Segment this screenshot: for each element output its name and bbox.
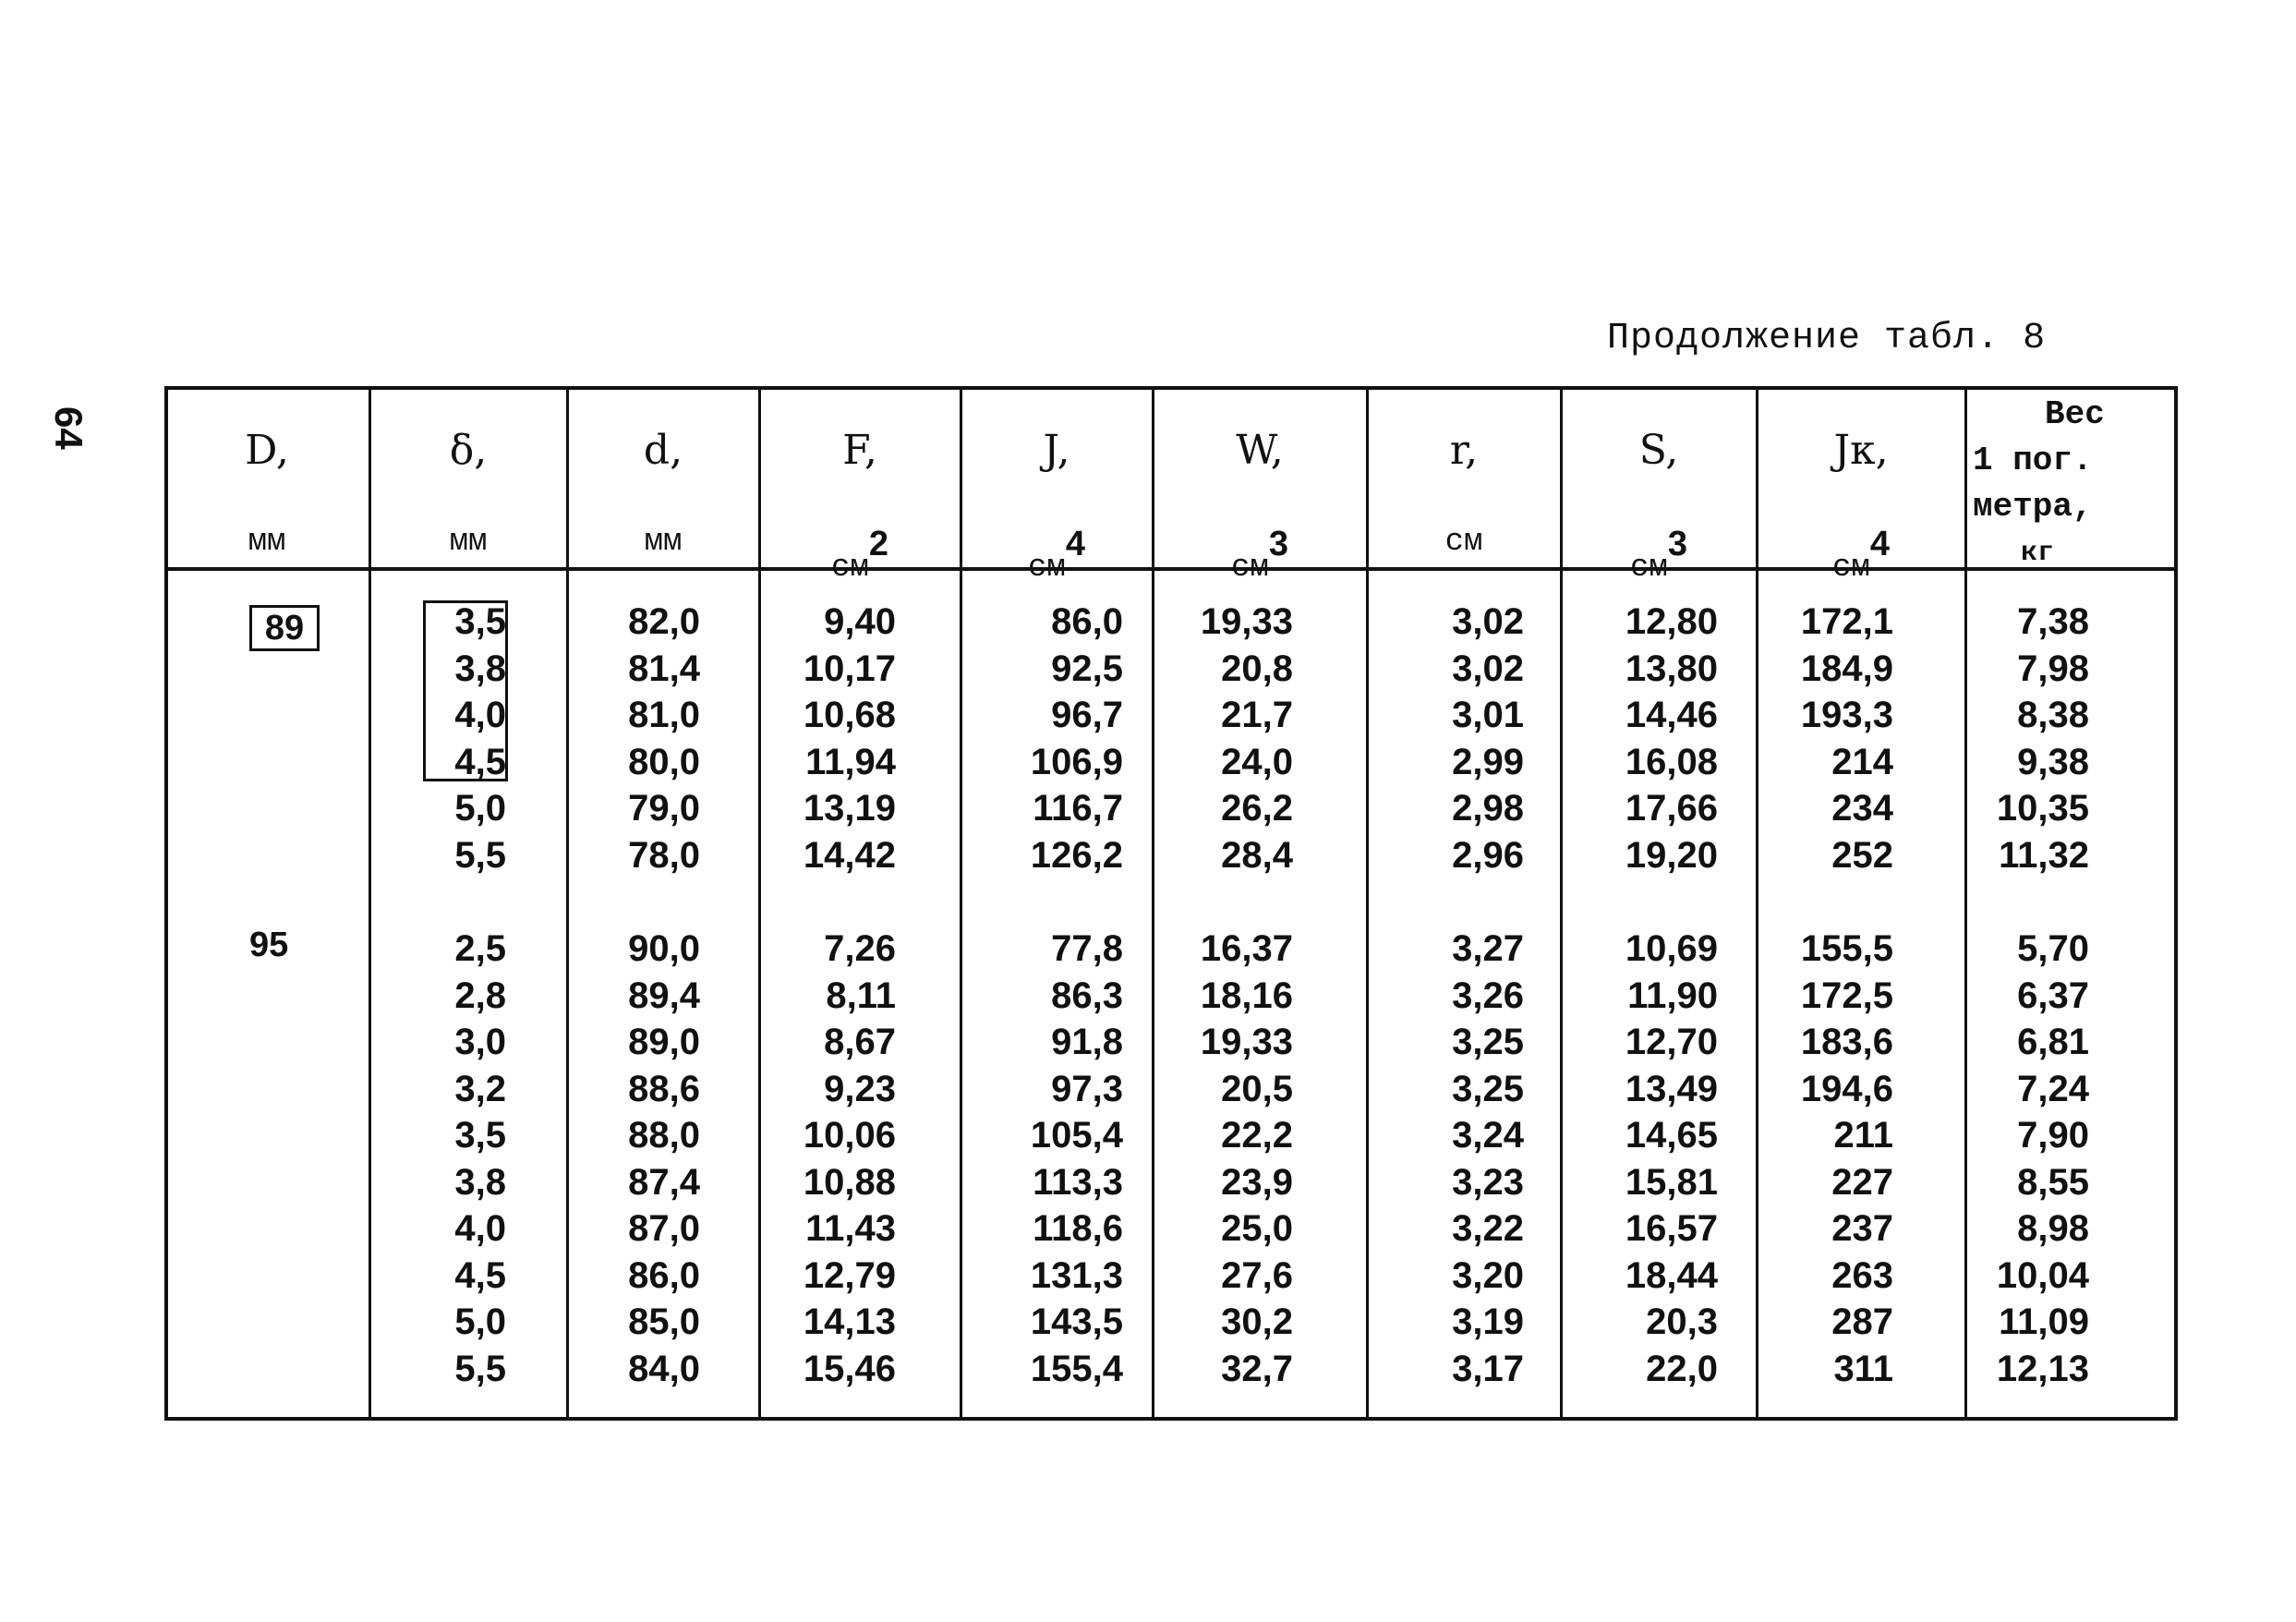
table-cell: 172,1 [1800,601,1893,642]
table-cell: 16,57 [1625,1208,1718,1249]
table-cell: 2,98 [1452,788,1524,829]
table-cell: 3,25 [1452,1022,1524,1062]
table-cell: 24,0 [1221,741,1293,782]
table-cell: 14,42 [803,834,896,876]
group-gap [1339,878,1524,926]
data-column [711,599,896,1392]
page-number: 64 [47,406,91,450]
table-cell: 5,5 [454,1348,506,1389]
diameter-89-boxed: 89 [249,605,320,651]
table-cell: 6,81 [2017,1022,2089,1062]
header-unit-exponent: 2 [868,525,888,563]
table-cell: 3,02 [1452,648,1524,689]
table-cell: 234 [1831,788,1893,829]
table-cell: 8,98 [2017,1208,2089,1249]
table-cell: 10,06 [803,1115,896,1156]
table-cell: 3,22 [1452,1208,1524,1249]
header-unit: мм [248,525,286,560]
table-cell: 20,3 [1646,1301,1718,1342]
table-cell: 3,2 [454,1068,506,1109]
data-column [1533,599,1718,1392]
header-weight-line: метра, [1973,488,2093,526]
diameter-95: 95 [249,926,289,964]
table-cell: 82,0 [628,601,700,642]
table-cell: 7,24 [2017,1068,2089,1109]
table-cell: 113,3 [1033,1161,1123,1203]
table-cell: 92,5 [1051,648,1123,689]
header-unit: $см^4$ [1832,525,1890,586]
table-cell: 5,5 [454,834,506,876]
table-cell: 85,0 [628,1301,700,1342]
table-cell: 3,8 [454,648,506,689]
table-cell: 8,67 [824,1022,896,1062]
table-cell: 81,0 [628,695,700,735]
table-cell: 214 [1831,741,1893,782]
table-cell: 7,98 [2017,648,2089,689]
table-cell: 7,26 [824,928,896,969]
header-symbol: δ, [449,427,488,474]
table-cell: 3,17 [1452,1348,1524,1389]
header-symbol: J, [1043,427,1070,474]
group-gap [1533,878,1718,926]
table-cell: 8,38 [2017,695,2089,735]
table-cell: 3,24 [1452,1115,1524,1156]
data-column [1339,599,1524,1392]
table-cell: 14,65 [1625,1115,1718,1156]
table-cell: 13,80 [1625,648,1718,689]
table-cell: 4,5 [454,741,506,782]
table-cell: 3,19 [1452,1301,1524,1342]
table-cell: 155,4 [1030,1348,1123,1389]
table-cell: 88,0 [628,1115,700,1156]
table-cell: 10,04 [1996,1254,2089,1296]
header-unit: мм [449,525,488,560]
table-cell: 15,81 [1625,1161,1718,1203]
header-symbol: D, [245,427,289,474]
table-cell: 91,8 [1051,1022,1123,1062]
table-cell: 11,43 [805,1208,896,1249]
table-cell: 3,23 [1452,1161,1524,1203]
table-cell: 131,3 [1030,1254,1123,1296]
table-cell: 193,3 [1800,695,1893,735]
table-cell: 12,80 [1625,601,1718,642]
header-unit: $см^3$ [1231,525,1288,586]
table-cell: 7,38 [2017,601,2089,642]
table-cell: 2,96 [1452,834,1524,876]
table-cell: 5,0 [454,788,506,829]
table-cell: 25,0 [1221,1208,1293,1249]
table-cell: 287 [1831,1301,1893,1342]
table-cell: 4,0 [454,1208,506,1249]
table-cell: 17,66 [1625,788,1718,829]
table-cell: 116,7 [1033,788,1123,829]
table-cell: 10,88 [803,1161,896,1203]
header-unit-exponent: 3 [1667,525,1687,563]
header-symbol: d, [643,427,683,474]
table-cell: 237 [1831,1208,1893,1249]
table-cell: 18,44 [1625,1254,1718,1296]
table-cell: 19,33 [1200,1022,1293,1062]
table-cell: 20,8 [1221,648,1293,689]
table-cell: 5,70 [2017,928,2089,969]
header-symbol: W, [1236,427,1284,474]
group-gap [1108,878,1293,926]
group-gap [711,878,896,926]
table-cell: 126,2 [1030,834,1123,876]
table-cell: 172,5 [1800,974,1893,1016]
table-cell: 16,08 [1625,741,1718,782]
table-cell: 12,70 [1625,1022,1718,1062]
table-cell: 11,32 [1999,834,2089,876]
table-cell: 2,5 [454,928,506,969]
table-cell: 97,3 [1051,1068,1123,1109]
table-cell: 3,0 [454,1022,506,1062]
table-cell: 77,8 [1051,928,1123,969]
header-unit-exponent: 4 [1869,525,1890,563]
header-weight-line: кг [2021,538,2055,569]
table-cell: 14,46 [1625,695,1718,735]
table-cell: 22,2 [1221,1115,1293,1156]
table-cell: 155,5 [1800,928,1893,969]
table-cell: 263 [1831,1254,1893,1296]
table-cell: 9,38 [2017,741,2089,782]
table-cell: 14,13 [803,1301,896,1342]
header-unit: $см^3$ [1630,525,1687,586]
table-cell: 8,11 [826,974,896,1016]
table-cell: 227 [1831,1161,1893,1203]
table-cell: 19,20 [1625,834,1718,876]
table-cell: 84,0 [628,1348,700,1389]
table-cell: 106,9 [1030,741,1123,782]
header-symbol: Jк, [1833,427,1889,474]
table-cell: 3,5 [454,601,506,642]
table-cell: 3,02 [1452,601,1524,642]
table-cell: 3,27 [1452,928,1524,969]
table-cell: 30,2 [1221,1301,1293,1342]
table-cell: 11,09 [1999,1301,2089,1342]
table-cell: 2,99 [1452,741,1524,782]
table-cell: 20,5 [1221,1068,1293,1109]
table-cell: 143,5 [1030,1301,1123,1342]
group-gap [1904,878,2089,926]
table-cell: 3,25 [1452,1068,1524,1109]
header-unit-exponent: 4 [1065,525,1085,563]
table-cell: 89,4 [628,974,700,1016]
table-cell: 78,0 [628,834,700,876]
header-symbol: r, [1449,427,1479,474]
table-cell: 22,0 [1646,1348,1718,1389]
table-cell: 12,79 [803,1254,896,1296]
header-weight-line: Вес [2045,395,2105,433]
table-cell: 13,49 [1625,1068,1718,1109]
table-cell: 23,9 [1221,1161,1293,1203]
table-cell: 3,01 [1452,695,1524,735]
table-cell: 183,6 [1800,1022,1893,1062]
header-unit-exponent: 3 [1268,525,1288,563]
table-cell: 16,37 [1200,928,1293,969]
table-cell: 9,23 [824,1068,896,1109]
table-cell: 89,0 [628,1022,700,1062]
data-column [1709,599,1893,1392]
table-cell: 11,94 [805,741,896,782]
header-unit: $см^2$ [831,525,888,586]
table-cell: 3,8 [454,1161,506,1203]
table-cell: 27,6 [1221,1254,1293,1296]
table-cell: 252 [1831,834,1893,876]
data-column [938,599,1123,1392]
table-cell: 26,2 [1221,788,1293,829]
table-cell: 10,17 [803,648,896,689]
thickness-highlight-box [423,600,508,781]
table-cell: 118,6 [1033,1208,1123,1249]
table-cell: 80,0 [628,741,700,782]
table-cell: 184,9 [1800,648,1893,689]
table-cell: 13,19 [803,788,896,829]
table-cell: 4,5 [454,1254,506,1296]
table-cell: 18,16 [1200,974,1293,1016]
table-cell: 105,4 [1030,1115,1123,1156]
table-cell: 211 [1833,1115,1893,1156]
table-cell: 4,0 [454,695,506,735]
table-cell: 96,7 [1051,695,1123,735]
header-symbol: F, [842,427,877,474]
table-cell: 19,33 [1200,601,1293,642]
table-cell: 86,3 [1051,974,1123,1016]
table-cell: 8,55 [2017,1161,2089,1203]
table-cell: 90,0 [628,928,700,969]
table-cell: 87,0 [628,1208,700,1249]
table-cell: 32,7 [1221,1348,1293,1389]
table-cell: 3,5 [454,1115,506,1156]
table-cell: 79,0 [628,788,700,829]
header-symbol: S, [1638,427,1679,474]
table-cell: 81,4 [628,648,700,689]
table-cell: 3,26 [1452,974,1524,1016]
header-weight-line: 1 пог. [1973,442,2093,479]
header-unit: мм [644,525,683,560]
table-cell: 10,68 [803,695,896,735]
header-weight [1973,392,2176,576]
table-cell: 194,6 [1800,1068,1893,1109]
group-gap [1709,878,1893,926]
table-cell: 28,4 [1221,834,1293,876]
table-cell: 5,0 [454,1301,506,1342]
table-cell: 86,0 [1051,601,1123,642]
table-cell: 311 [1833,1348,1893,1389]
data-column [515,599,700,1392]
table-caption: Продолжение табл. 8 [1607,318,2047,359]
table-cell: 10,69 [1625,928,1718,969]
table-cell: 15,46 [803,1348,896,1389]
table-cell: 21,7 [1221,695,1293,735]
table-cell: 3,20 [1452,1254,1524,1296]
header-unit: см [1444,525,1483,560]
table-cell: 87,4 [628,1161,700,1203]
table-cell: 10,35 [1996,788,2089,829]
table-cell: 12,13 [1996,1348,2089,1389]
group-gap [515,878,700,926]
table-cell: 88,6 [628,1068,700,1109]
table-cell: 6,37 [2017,974,2089,1016]
group-gap [321,878,506,926]
table-cell: 9,40 [824,601,896,642]
data-column [1904,599,2089,1392]
table-cell: 86,0 [628,1254,700,1296]
header-unit: $см^4$ [1028,525,1085,586]
group-gap [938,878,1123,926]
data-column [1108,599,1293,1392]
table-cell: 11,90 [1627,974,1718,1016]
table-cell: 7,90 [2017,1115,2089,1156]
table-cell: 2,8 [454,974,506,1016]
